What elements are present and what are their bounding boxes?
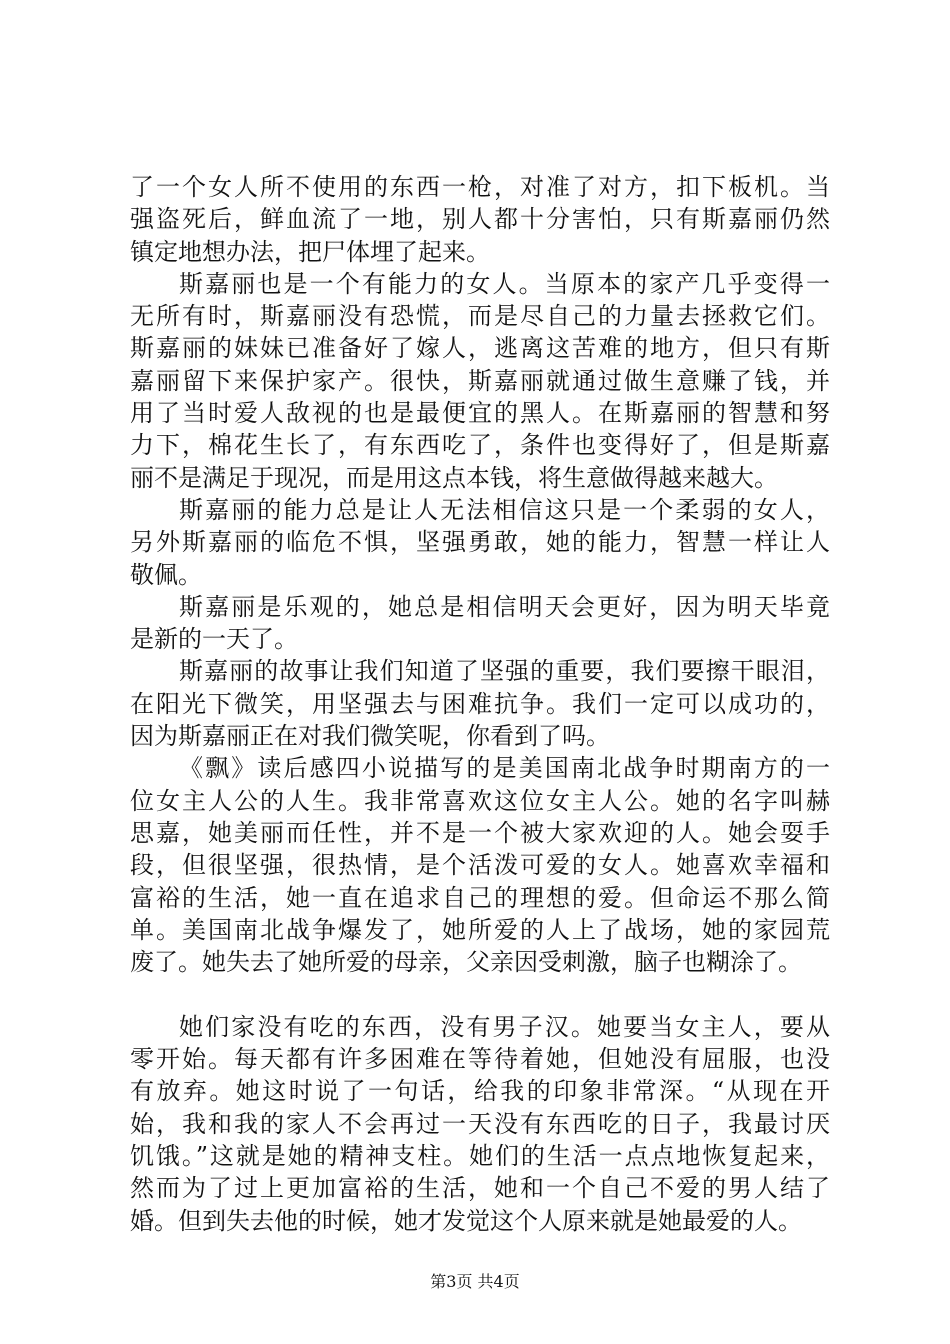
paragraph-3 — [130, 494, 830, 591]
text-line: 斯嘉丽是乐观的，她总是相信明天会更好，因为明天毕竟 — [179, 592, 830, 621]
text-line: 另外斯嘉丽的临危不惧，坚强勇敢，她的能力，智慧一样让人 — [130, 528, 830, 557]
text-line: 单。美国南北战争爆发了，她所爱的人上了战场，她的家园荒 — [130, 915, 830, 944]
text-line: 嘉丽留下来保护家产。很快，斯嘉丽就通过做生意赚了钱，并 — [130, 366, 830, 395]
text-line: 斯嘉丽的能力总是让人无法相信这只是一个柔弱的女人， — [179, 495, 830, 524]
text-line: 斯嘉丽的妹妹已准备好了嫁人，逃离这苦难的地方，但只有斯 — [130, 334, 830, 363]
paragraph-7 — [130, 1011, 830, 1237]
text-line: 有放弃。她这时说了一句话，给我的印象非常深。“从现在开 — [130, 1077, 830, 1106]
text-line: 是新的一天了。 — [130, 625, 298, 654]
document-body — [130, 171, 830, 1237]
text-line: 强盗死后，鲜血流了一地，别人都十分害怕，只有斯嘉丽仍然 — [130, 205, 830, 234]
paragraph-5 — [130, 655, 830, 752]
text-line: 用了当时爱人敌视的也是最便宜的黑人。在斯嘉丽的智慧和努 — [130, 399, 830, 428]
text-line: 《飘》读后感四小说描写的是美国南北战争时期南方的一 — [179, 754, 830, 783]
text-line: 饥饿。”这就是她的精神支柱。她们的生活一点点地恢复起来， — [130, 1141, 830, 1170]
paragraph-4 — [130, 591, 830, 656]
text-line: 因为斯嘉丽正在对我们微笑呢，你看到了吗。 — [130, 722, 610, 751]
page-number-footer: 第3页 共4页 — [430, 1272, 520, 1291]
text-line: 废了。她失去了她所爱的母亲，父亲因受刺激，脑子也糊涂了。 — [130, 948, 802, 977]
text-line: 了一个女人所不使用的东西一枪，对准了对方，扣下板机。当 — [130, 173, 830, 201]
paragraph-6 — [130, 752, 830, 978]
text-line: 斯嘉丽的故事让我们知道了坚强的重要，我们要擦干眼泪， — [179, 657, 830, 686]
text-line: 段，但很坚强，很热情，是个活泼可爱的女人。她喜欢幸福和 — [130, 851, 830, 880]
text-line: 无所有时，斯嘉丽没有恐慌，而是尽自己的力量去拯救它们。 — [130, 302, 830, 331]
text-line: 她们家没有吃的东西，没有男子汉。她要当女主人，要从 — [179, 1012, 830, 1041]
paragraph-spacer — [130, 978, 830, 1010]
text-line: 然而为了过上更加富裕的生活，她和一个自己不爱的男人结了 — [130, 1174, 830, 1203]
text-line: 丽不是满足于现况，而是用这点本钱，将生意做得越来越大。 — [130, 463, 778, 492]
text-line: 敬佩。 — [130, 560, 202, 589]
text-line: 力下，棉花生长了，有东西吃了，条件也变得好了，但是斯嘉 — [130, 431, 830, 460]
text-line: 零开始。每天都有许多困难在等待着她，但她没有屈服，也没 — [130, 1045, 830, 1074]
text-line: 始，我和我的家人不会再过一天没有东西吃的日子，我最讨厌 — [130, 1109, 830, 1138]
paragraph-1 — [130, 171, 830, 268]
text-line: 婚。但到失去他的时候，她才发觉这个人原来就是她最爱的人。 — [130, 1206, 802, 1235]
text-line: 富裕的生活，她一直在追求自己的理想的爱。但命运不那么简 — [130, 883, 830, 912]
text-line: 在阳光下微笑，用坚强去与困难抗争。我们一定可以成功的， — [130, 689, 830, 718]
text-line: 思嘉，她美丽而任性，并不是一个被大家欢迎的人。她会耍手 — [130, 818, 830, 847]
paragraph-2 — [130, 268, 830, 494]
text-line: 位女主人公的人生。我非常喜欢这位女主人公。她的名字叫赫 — [130, 786, 830, 815]
text-line: 镇定地想办法，把尸体埋了起来。 — [130, 237, 490, 266]
text-line: 斯嘉丽也是一个有能力的女人。当原本的家产几乎变得一 — [179, 269, 830, 298]
